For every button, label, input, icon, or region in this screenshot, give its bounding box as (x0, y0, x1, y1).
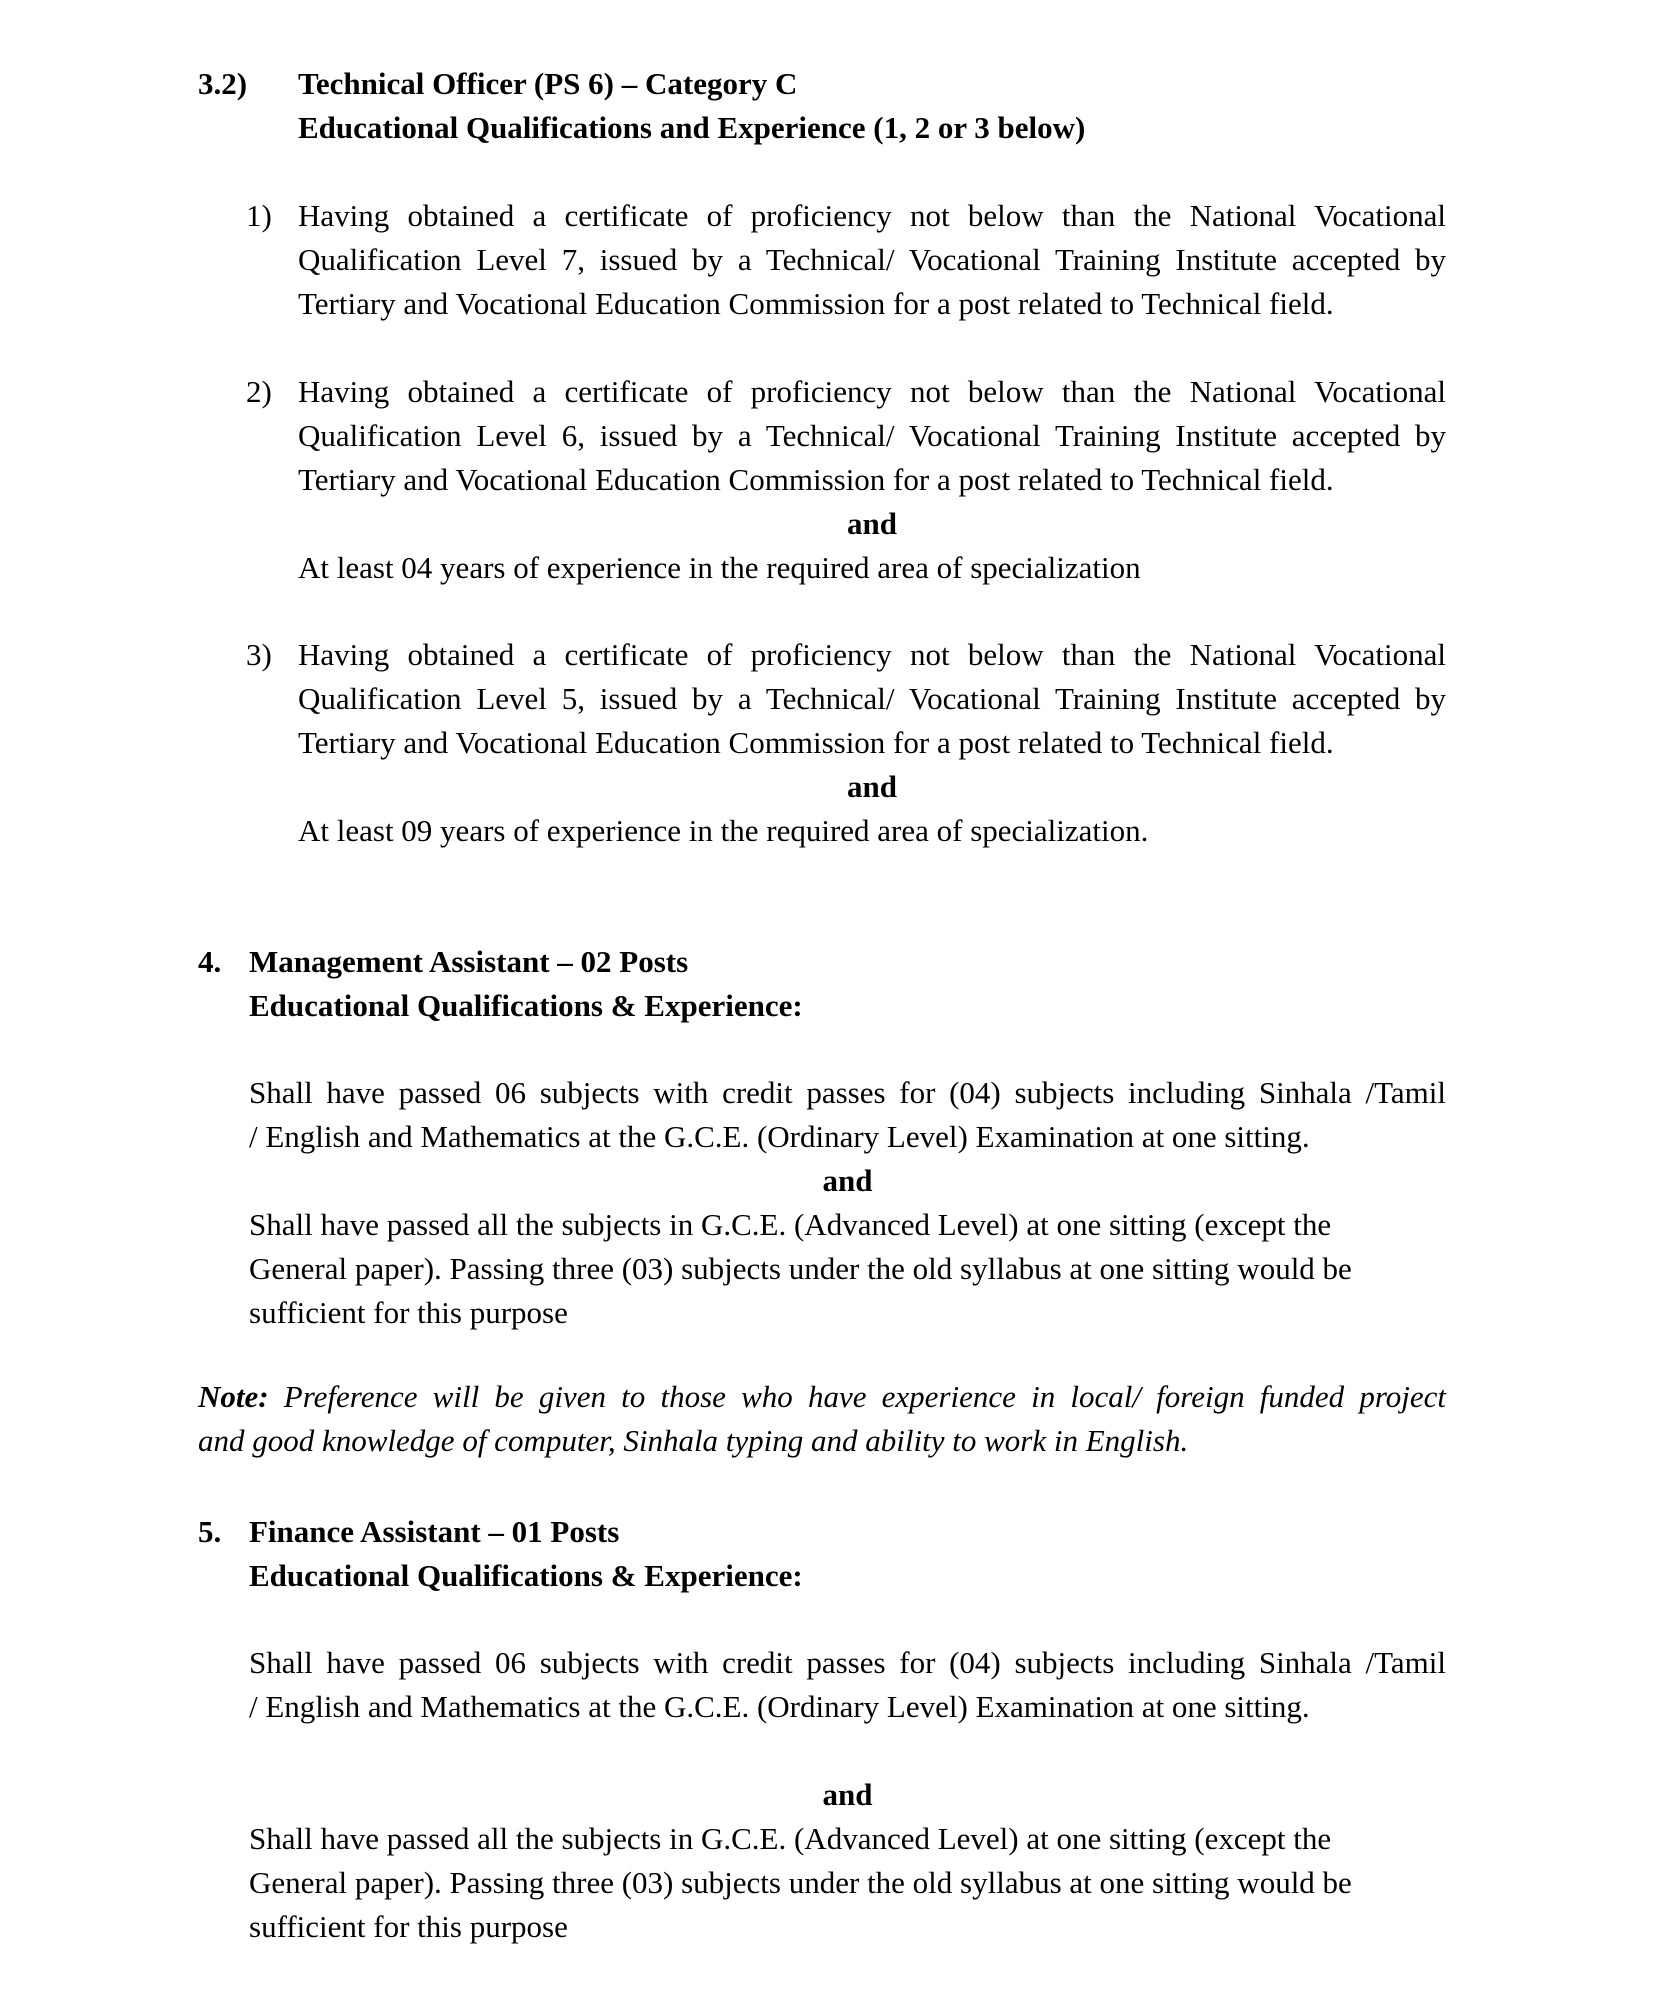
section-5-ol-line: Shall have passed 06 subjects with credit passes for (04) subjects including Sinhala /Tamil (249, 1645, 1446, 1680)
section-5-ol-line: / English and Mathematics at the G.C.E. (Ordinary Level) Examination at one sitting. (249, 1689, 1310, 1724)
section-5-al-line: sufficient for this purpose (249, 1909, 568, 1944)
note-label: Note: (198, 1379, 269, 1414)
section-5-and-connector: and (822, 1777, 873, 1812)
section-4-heading (249, 940, 803, 1028)
section-4-ol-line: / English and Mathematics at the G.C.E. (Ordinary Level) Examination at one sitting. (249, 1119, 1310, 1154)
item-1-line: Tertiary and Vocational Education Commission for a post related to Technical field. (298, 286, 1334, 321)
section-5-title: Finance Assistant – 01 Posts (249, 1514, 620, 1549)
item-3-and-connector: and (847, 769, 897, 804)
section-5-body (249, 1641, 1446, 1949)
section-3-2-heading (298, 62, 1085, 150)
section-5-heading (249, 1510, 803, 1598)
item-3-line: Having obtained a certificate of proficiency not below than the National Vocational (298, 637, 1446, 672)
item-1-line: Having obtained a certificate of proficiency not below than the National Vocational (298, 198, 1446, 233)
section-3-2-number: 3.2) (198, 66, 248, 101)
section-4-al-line: sufficient for this purpose (249, 1295, 568, 1330)
section-4-al-line: General paper). Passing three (03) subjects under the old syllabus at one sitting would be (249, 1251, 1352, 1286)
item-2-line: Having obtained a certificate of proficiency not below than the National Vocational (298, 374, 1446, 409)
item-2-text (298, 370, 1446, 590)
item-2-experience: At least 04 years of experience in the required area of specialization (298, 550, 1141, 585)
item-3-line: Tertiary and Vocational Education Commission for a post related to Technical field. (298, 725, 1334, 760)
item-2-line: Tertiary and Vocational Education Commission for a post related to Technical field. (298, 462, 1334, 497)
item-3-text (298, 633, 1446, 853)
section-5-subtitle: Educational Qualifications & Experience: (249, 1558, 803, 1593)
preference-note (198, 1375, 1446, 1463)
section-4-title: Management Assistant – 02 Posts (249, 944, 689, 979)
item-2-number: 2) (246, 374, 272, 409)
section-4-number: 4. (198, 944, 222, 979)
section-3-2-title: Technical Officer (PS 6) – Category C (298, 66, 798, 101)
item-3-number: 3) (246, 637, 272, 672)
section-4-and-connector: and (822, 1163, 873, 1198)
item-1-number: 1) (246, 198, 272, 233)
item-1-line: Qualification Level 7, issued by a Technical/ Vocational Training Institute accepted by (298, 242, 1446, 277)
section-4-body (249, 1071, 1446, 1335)
item-3-experience: At least 09 years of experience in the required area of specialization. (298, 813, 1149, 848)
section-4-subtitle: Educational Qualifications & Experience: (249, 988, 803, 1023)
note-line-1: Preference will be given to those who have experience in local/ foreign funded project (283, 1379, 1447, 1414)
section-5-al-line: Shall have passed all the subjects in G.C.E. (Advanced Level) at one sitting (except the (249, 1821, 1332, 1856)
item-1-text (298, 194, 1446, 326)
section-4-ol-line: Shall have passed 06 subjects with credit passes for (04) subjects including Sinhala /Tamil (249, 1075, 1446, 1110)
item-3-line: Qualification Level 5, issued by a Technical/ Vocational Training Institute accepted by (298, 681, 1446, 716)
section-3-2-subtitle: Educational Qualifications and Experience (1, 2 or 3 below) (298, 110, 1086, 145)
item-2-line: Qualification Level 6, issued by a Technical/ Vocational Training Institute accepted by (298, 418, 1446, 453)
section-5-number: 5. (198, 1514, 222, 1549)
section-5-al-line: General paper). Passing three (03) subjects under the old syllabus at one sitting would be (249, 1865, 1352, 1900)
note-line-2: and good knowledge of computer, Sinhala typing and ability to work in English. (198, 1423, 1189, 1458)
section-4-al-line: Shall have passed all the subjects in G.C.E. (Advanced Level) at one sitting (except the (249, 1207, 1332, 1242)
item-2-and-connector: and (847, 506, 897, 541)
